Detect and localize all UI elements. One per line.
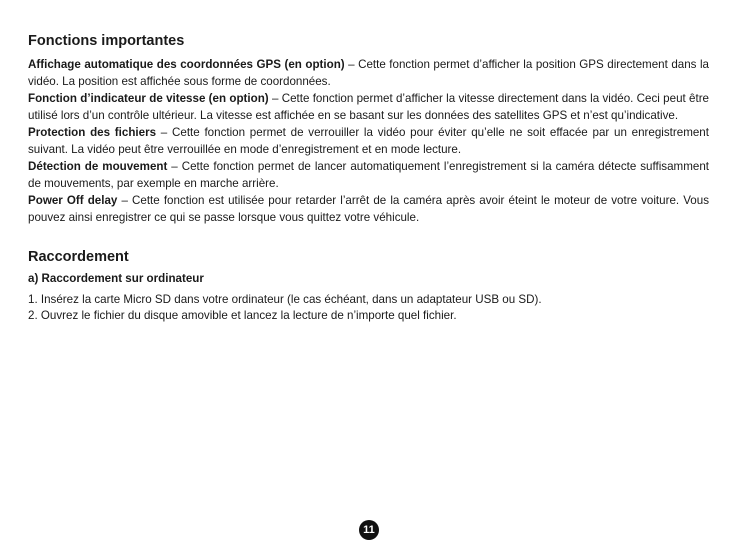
feature-term: Détection de mouvement bbox=[28, 160, 168, 173]
feature-speed-indicator bbox=[28, 90, 709, 124]
step-item: 2. Ouvrez le fichier du disque amovible et lancez la lecture de n’importe quel fichier. bbox=[28, 309, 457, 322]
feature-term: Fonction d’indicateur de vitesse (en option) bbox=[28, 92, 269, 105]
feature-description: – Cette fonction est utilisée pour retarder l’arrêt de la caméra après avoir éteint le moteur de votre voiture. Vous pouvez ainsi enregistrer ce qui se passe lorsque vous quittez votre véhicule. bbox=[28, 194, 710, 224]
feature-description: – Cette fonction permet de lancer automatiquement l’enregistrement si la caméra détecte suffisamment de mouvements, par exemple en marche arrière. bbox=[28, 160, 709, 190]
manual-page bbox=[28, 32, 709, 324]
feature-file-protection bbox=[28, 124, 709, 158]
feature-description: – Cette fonction permet d’afficher la position GPS directement dans la vidéo. La position est affichée sous forme de coordonnées. bbox=[28, 58, 709, 88]
subheading-computer-connection: a) Raccordement sur ordinateur bbox=[28, 272, 204, 285]
feature-description: – Cette fonction permet d’afficher la vitesse directement dans la vidéo. Ceci peut être utilisé lors d’un contrôle ultérieur. La vitesse est affichée en se basant sur les données des satellites GPS et n’est qu’indicative. bbox=[28, 92, 710, 122]
feature-power-off-delay bbox=[28, 192, 709, 226]
section-title-important-functions: Fonctions importantes bbox=[28, 33, 185, 49]
feature-gps-coordinates bbox=[28, 56, 709, 90]
feature-motion-detection bbox=[28, 158, 709, 192]
feature-term: Protection des fichiers bbox=[28, 126, 157, 139]
section-connection bbox=[28, 248, 709, 324]
section-important-functions bbox=[28, 32, 709, 226]
section-title-connection: Raccordement bbox=[28, 249, 129, 265]
feature-term: Affichage automatique des coordonnées GPS (en option) bbox=[28, 58, 345, 71]
feature-description: – Cette fonction permet de verrouiller la vidéo pour éviter qu’elle ne soit effacée par un enregistrement suivant. La vidéo peut être verrouillée en mode d’enregistrement et en mode lecture. bbox=[28, 126, 709, 156]
feature-term: Power Off delay bbox=[28, 194, 118, 207]
page-number-badge: 11 bbox=[359, 520, 379, 540]
step-item: 1. Insérez la carte Micro SD dans votre ordinateur (le cas échéant, dans un adaptateur USB ou SD). bbox=[28, 293, 542, 306]
